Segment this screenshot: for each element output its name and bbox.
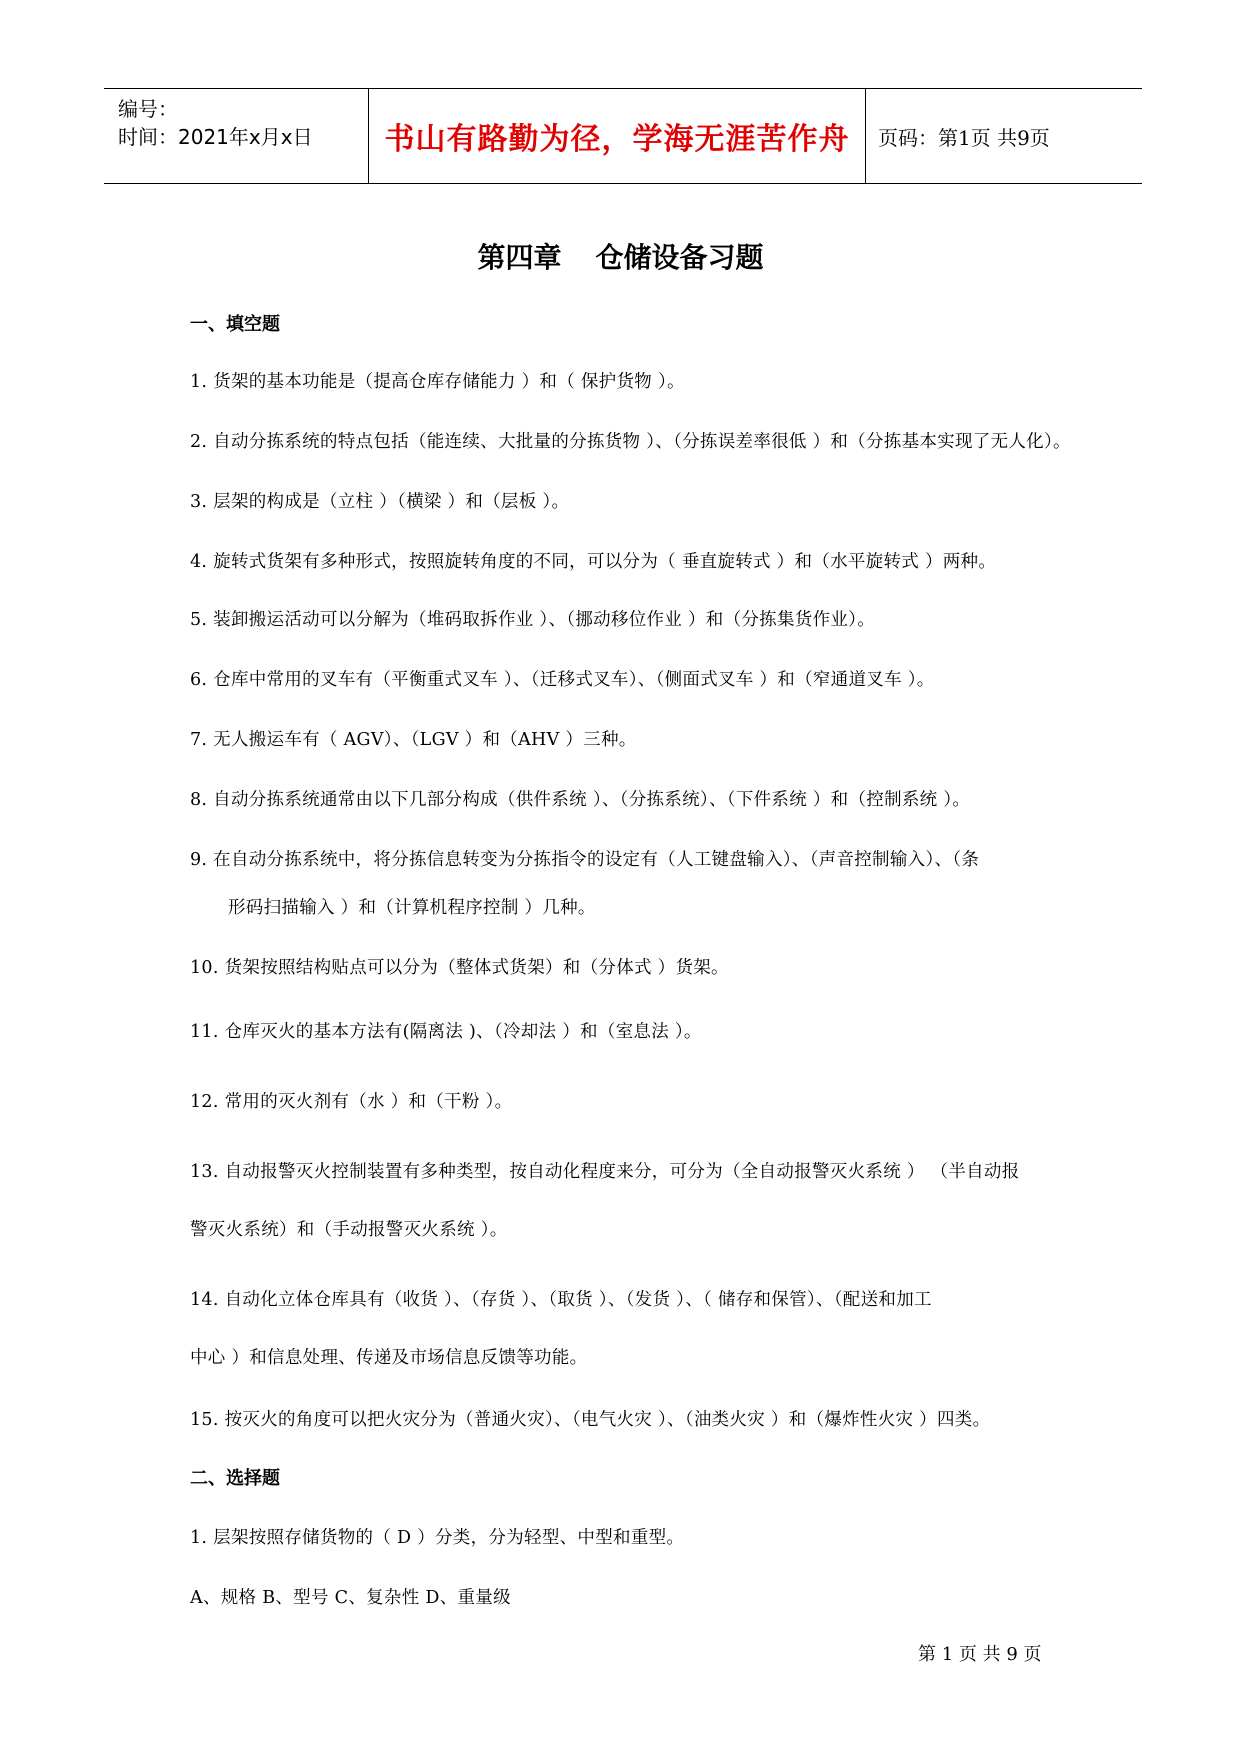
question-line: 3. 层架的构成是（立柱 ）（横梁 ）和（层板 ）。 <box>190 492 570 512</box>
question-line: 1. 货架的基本功能是（提高仓库存储能力 ）和（ 保护货物 ）。 <box>190 372 685 392</box>
number-label: 编号： <box>118 97 178 121</box>
time-label: 时间：2021年x月x日 <box>118 125 313 149</box>
question-line: 12. 常用的灭火剂有（水 ）和（干粉 ）。 <box>190 1092 513 1112</box>
question-line: 1. 层架按照存储货物的（ D ）分类，分为轻型、中型和重型。 <box>190 1528 685 1548</box>
header-page-info: 页码：第1页 共9页 <box>878 125 1050 150</box>
question-line: 8. 自动分拣系统通常由以下几部分构成（供件系统 ）、（分拣系统）、（下件系统 ）和（控制系统 ）。 <box>190 790 971 810</box>
question-line: 5. 装卸搬运活动可以分解为（堆码取拆作业 ）、（挪动移位作业 ）和（分拣集货作业）。 <box>190 610 876 630</box>
question-line: 15. 按灭火的角度可以把火灾分为（普通火灾）、（电气火灾 ）、（油类火灾 ）和（爆炸性火灾 ）四类。 <box>190 1410 991 1430</box>
header-motto: 书山有路勤为径，学海无涯苦作舟 <box>369 89 866 183</box>
question-line-continued: 形码扫描输入 ）和（计算机程序控制 ）几种。 <box>228 898 596 918</box>
question-line: 7. 无人搬运车有（ AGV）、（LGV ）和（AHV ）三种。 <box>190 730 637 750</box>
option-line: A、规格 B、型号 C、复杂性 D、重量级 <box>190 1588 511 1608</box>
chapter-title <box>0 236 1241 276</box>
question-line: 14. 自动化立体仓库具有（收货 ）、（存货 ）、（取货 ）、（发货 ）、（ 储存和保管）、（配送和加工 <box>190 1290 932 1310</box>
page-header <box>104 88 1142 184</box>
question-line-continued: 警灭火系统）和（手动报警灭火系统 ）。 <box>190 1220 508 1240</box>
question-line-continued: 中心 ）和信息处理、传递及市场信息反馈等功能。 <box>190 1348 588 1368</box>
question-line: 10. 货架按照结构贴点可以分为（整体式货架）和（分体式 ）货架。 <box>190 958 729 978</box>
section-heading-fill-blank: 一、填空题 <box>190 314 280 335</box>
section-heading-choice: 二、选择题 <box>190 1468 280 1489</box>
chapter-name: 仓储设备习题 <box>595 241 764 274</box>
question-line: 13. 自动报警灭火控制装置有多种类型，按自动化程度来分，可分为（全自动报警灭火系统 ） （半自动报 <box>190 1162 1020 1182</box>
question-line: 4. 旋转式货架有多种形式，按照旋转角度的不同，可以分为（ 垂直旋转式 ）和（水平旋转式 ）两种。 <box>190 552 997 572</box>
question-line: 11. 仓库灭火的基本方法有(隔离法 )、（冷却法 ）和（室息法 ）。 <box>190 1022 702 1042</box>
chapter-number: 第四章 <box>477 241 562 274</box>
question-line: 2. 自动分拣系统的特点包括（能连续、大批量的分拣货物 ）、（分拣误差率很低 ）和（分拣基本实现了无人化）。 <box>190 432 1071 452</box>
page-footer: 第 1 页 共 9 页 <box>918 1644 1042 1665</box>
question-line: 6. 仓库中常用的叉车有（平衡重式叉车 ）、（迁移式叉车）、（侧面式叉车 ）和（窄通道叉车 ）。 <box>190 670 935 690</box>
header-meta-cell <box>104 89 369 183</box>
question-line: 9. 在自动分拣系统中，将分拣信息转变为分拣指令的设定有（人工键盘输入）、（声音控制输入）、（条 <box>190 850 980 870</box>
